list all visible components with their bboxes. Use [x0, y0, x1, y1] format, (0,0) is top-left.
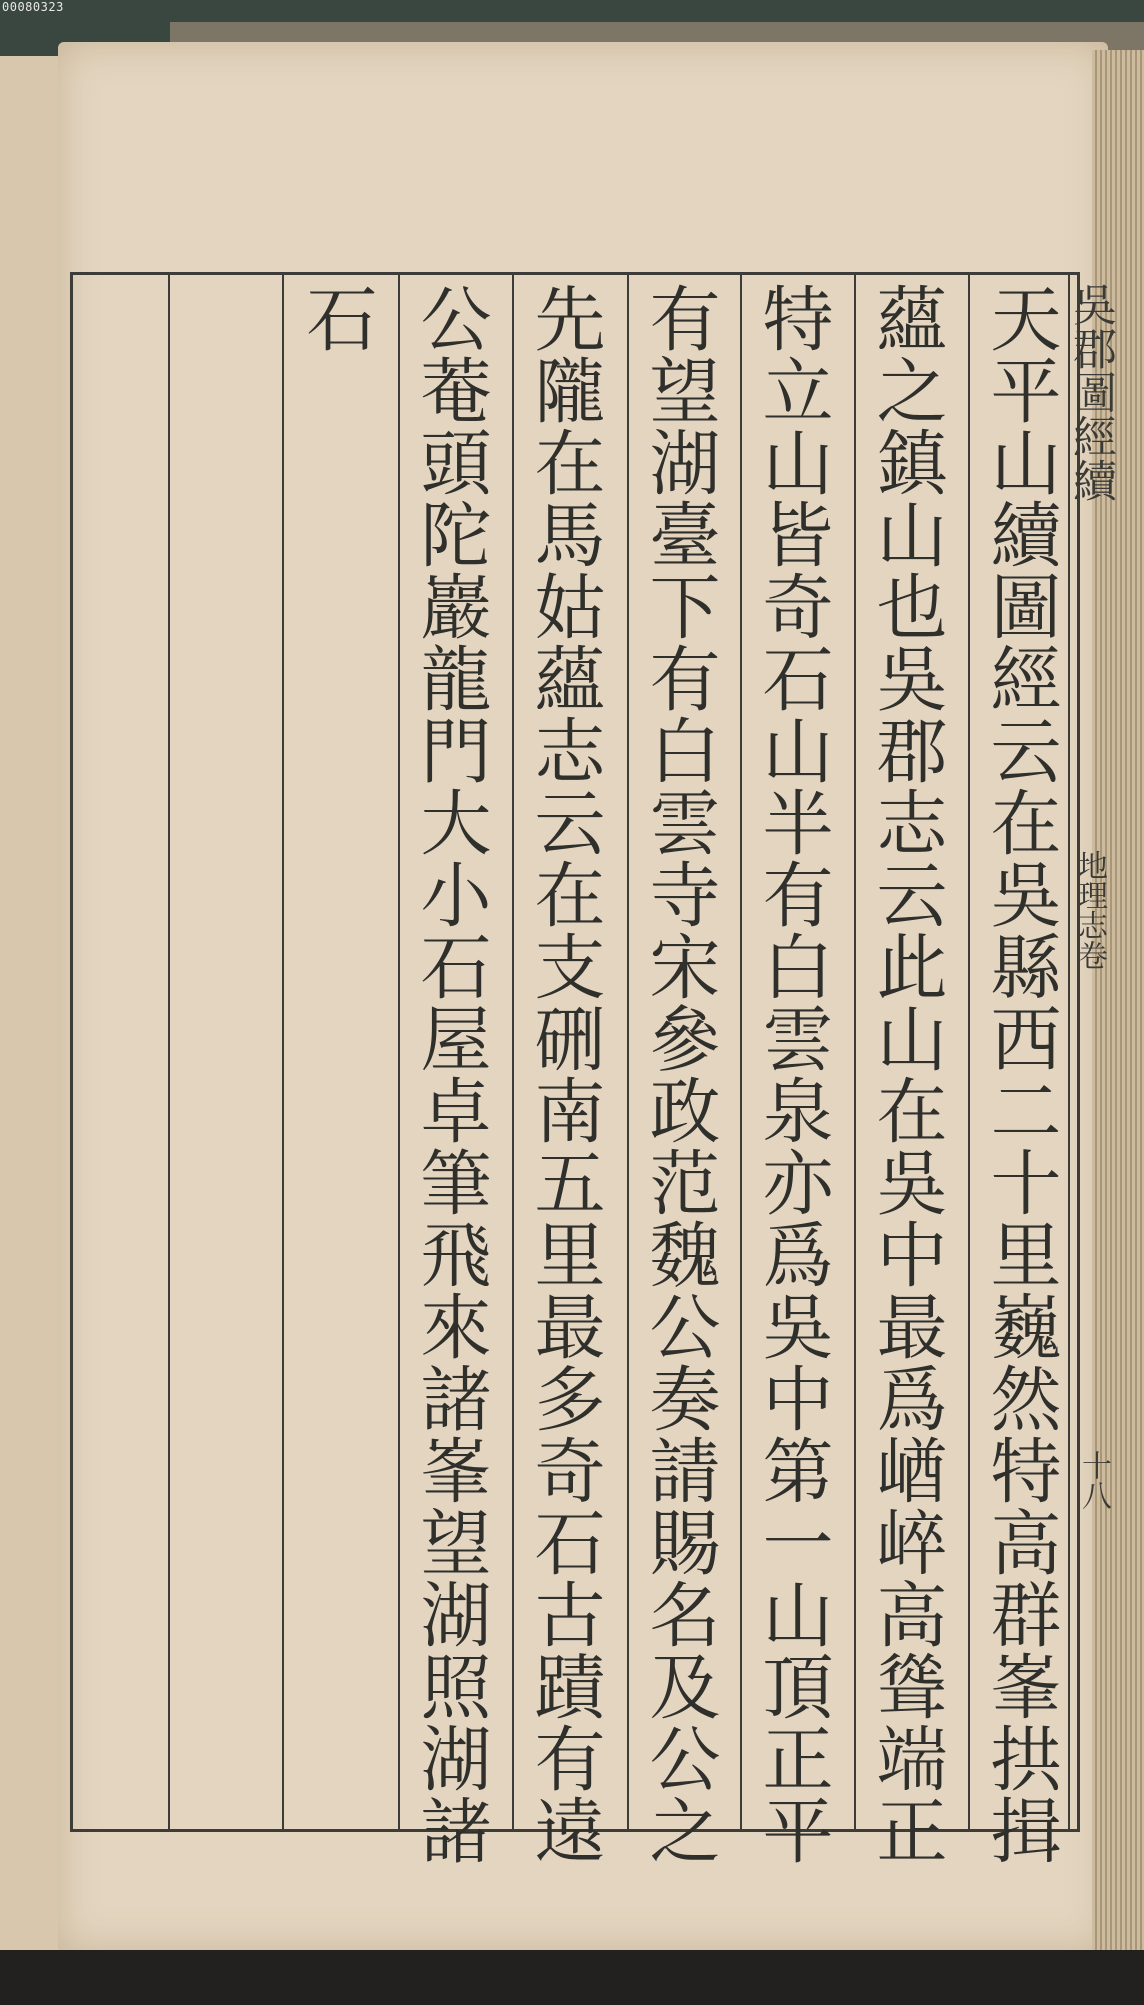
book-cover-bottom — [0, 1950, 1144, 2005]
text-column-5: 先隴在馬姑蘊志云在支硎南五里最多奇石古蹟有遠 — [523, 282, 606, 1866]
banxin-title: 吳郡圖經續 — [1065, 282, 1116, 502]
text-column-7: 石 — [295, 282, 378, 354]
scan-id-label: 00080323 — [2, 0, 64, 14]
text-column-3: 特立山皆奇石山半有白雲泉亦爲吳中第一山頂正平 — [751, 282, 834, 1866]
banxin-section: 地理志卷 — [1072, 850, 1107, 970]
text-column-6: 公菴頭陀巖龍門大小石屋卓筆飛來諸峯望湖照湖諸 — [409, 282, 492, 1866]
text-column-1: 天平山續圖經云在吳縣西二十里巍然特高群峯拱揖 — [979, 282, 1062, 1866]
banxin-folio: 十八 — [1076, 1450, 1111, 1510]
banxin-fold-margin — [1068, 272, 1094, 1832]
column-rule — [168, 272, 170, 1832]
left-page-leaf — [0, 56, 64, 1956]
text-column-2: 蘊之鎮山也吳郡志云此山在吳中最爲崷崪高聳端正 — [865, 282, 948, 1866]
text-column-4: 有望湖臺下有白雲寺宋參政范魏公奏請賜名及公之 — [638, 282, 721, 1866]
column-rule — [282, 272, 284, 1832]
